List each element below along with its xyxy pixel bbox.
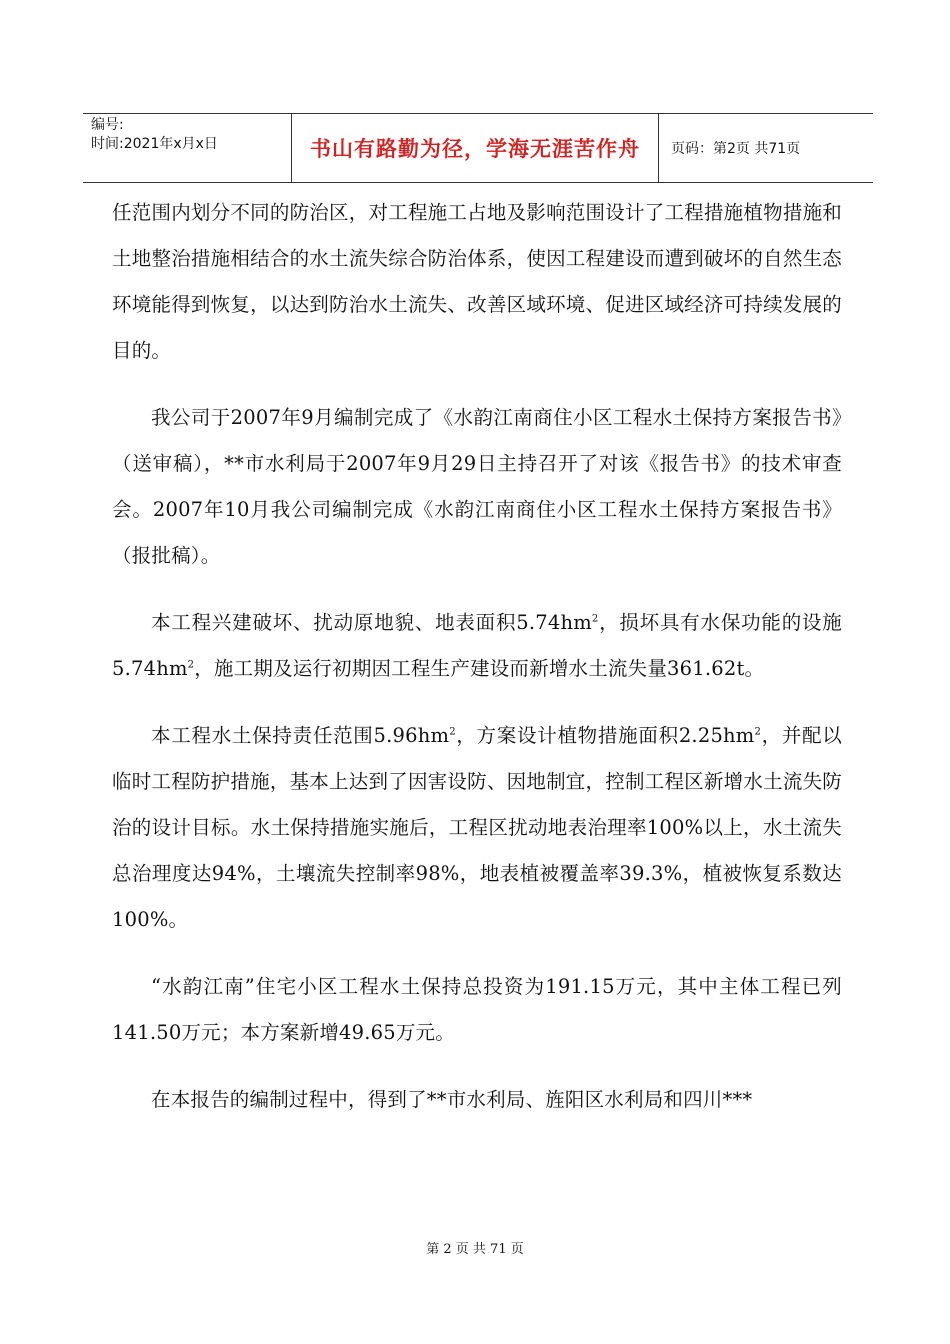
paragraph-4-part-c: ，并配以临时工程防护措施，基本上达到了因害设防、因地制宜，控制工程区新增水土流失防治的设计目标。水土保持措施实施后，工程区扰动地表治理率100%以上，水土流失总治理度达94%，土壤流失控制率98%，地表植被覆盖率39.3%，植被恢复系数达100%。 <box>112 724 842 931</box>
page-footer: 第 2 页 共 71 页 <box>426 1242 524 1257</box>
doc-number-label: 编号: <box>91 117 124 133</box>
superscript: 2 <box>449 726 456 738</box>
paragraph-3-part-c: ，施工期及运行初期因工程生产建设而新增水土流失量361.62t。 <box>194 657 765 680</box>
paragraph-5: “水韵江南”住宅小区工程水土保持总投资为191.15万元，其中主体工程已列141.50万元；本方案新增49.65万元。 <box>112 975 842 1044</box>
header-meta <box>83 114 291 182</box>
paragraph-3-part-a: 本工程兴建破坏、扰动原地貌、地表面积5.74hm <box>151 611 592 634</box>
header-page-label: 页码：第2页 共71页 <box>671 141 801 157</box>
paragraph-2: 我公司于2007年9月编制完成了《水韵江南商住小区工程水土保持方案报告书》（送审稿），**市水利局于2007年9月29日主持召开了对该《报告书》的技术审查会。2007年10月我公司编制完成《水韵江南商住小区工程水土保持方案报告书》（报批稿）。 <box>112 406 842 567</box>
paragraph-3 <box>112 600 842 692</box>
superscript: 2 <box>187 659 195 671</box>
page-header <box>83 113 873 183</box>
doc-time-label: 时间:2021年x月x日 <box>91 136 218 152</box>
paragraph-4-part-b: ，方案设计植物措施面积2.25hm <box>455 724 755 747</box>
paragraph-6: 在本报告的编制过程中，得到了**市水利局、旌阳区水利局和四川*** <box>151 1088 753 1111</box>
superscript: 2 <box>754 726 762 738</box>
paragraph-3-part-b: ，损坏具有水保功能的设施5.74hm <box>112 611 842 680</box>
superscript: 2 <box>591 613 599 625</box>
paragraph-1: 任范围内划分不同的防治区，对工程施工占地及影响范围设计了工程措施植物措施和土地整治措施相结合的水土流失综合防治体系，使因工程建设而遭到破坏的自然生态环境能得到恢复，以达到防治水土流失、改善区域环境、促进区域经济可持续发展的目的。 <box>112 201 842 362</box>
header-motto: 书山有路勤为径，学海无涯苦作舟 <box>291 114 659 182</box>
document-body <box>112 190 842 1144</box>
paragraph-4 <box>112 713 842 943</box>
paragraph-4-part-a: 本工程水土保持责任范围5.96hm <box>151 724 450 747</box>
